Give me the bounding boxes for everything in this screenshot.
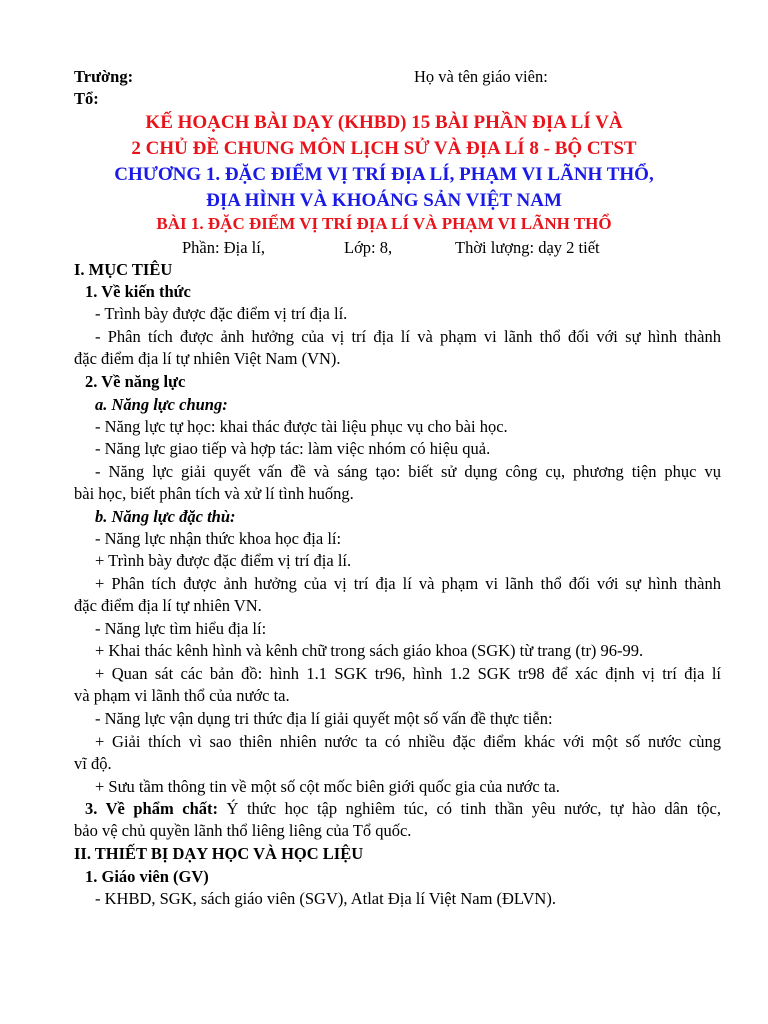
- subheading-quality: 3. Về phẩm chất:: [85, 799, 218, 818]
- specific-competence-item: + Phân tích được ảnh hưởng của vị trí địa lí và phạm vi lãnh thổ đối với sự hình thành: [95, 574, 721, 593]
- school-label: Trường:: [74, 67, 134, 86]
- meta-subject: Phần: Địa lí,: [182, 238, 265, 257]
- quality-text: Ý thức học tập nghiêm túc, có tinh thần yêu nước, tự hào dân tộc,: [218, 799, 721, 818]
- specific-competence-item-cont: đặc điểm địa lí tự nhiên VN.: [74, 596, 262, 615]
- specific-competence-item: + Trình bày được đặc điểm vị trí địa lí.: [95, 551, 352, 570]
- general-competence-item: - Năng lực giao tiếp và hợp tác: làm việc nhóm có hiệu quả.: [95, 439, 491, 458]
- meta-grade: Lớp: 8,: [344, 238, 393, 257]
- chapter-title-line2: ĐỊA HÌNH VÀ KHOÁNG SẢN VIỆT NAM: [206, 190, 562, 211]
- section-heading-objectives: I. MỤC TIÊU: [74, 260, 173, 279]
- section-heading-equipment: II. THIẾT BỊ DẠY HỌC VÀ HỌC LIỆU: [74, 844, 364, 863]
- plan-title-line2: 2 CHỦ ĐỀ CHUNG MÔN LỊCH SỬ VÀ ĐỊA LÍ 8 - BỘ CTST: [131, 138, 637, 159]
- specific-competence-item: + Sưu tầm thông tin về một số cột mốc biên giới quốc gia của nước ta.: [95, 777, 560, 796]
- quality-paragraph: [85, 798, 721, 820]
- specific-competence-item: - Năng lực tìm hiểu địa lí:: [95, 619, 267, 638]
- knowledge-item-cont: đặc điểm địa lí tự nhiên Việt Nam (VN).: [74, 349, 341, 368]
- specific-competence-item: - Năng lực vận dụng tri thức địa lí giải quyết một số vấn đề thực tiễn:: [95, 709, 553, 728]
- specific-competence-item: + Giải thích vì sao thiên nhiên nước ta có nhiều đặc điểm khác với một số nước cùng: [95, 732, 721, 751]
- quality-text-cont: bảo vệ chủ quyền lãnh thổ liêng liêng của Tổ quốc.: [74, 821, 412, 840]
- plan-title-line1: KẾ HOẠCH BÀI DẠY (KHBD) 15 BÀI PHẦN ĐỊA LÍ VÀ: [145, 112, 623, 133]
- specific-competence-item-cont: vĩ độ.: [74, 754, 112, 773]
- specific-competence-item: + Quan sát các bản đồ: hình 1.1 SGK tr96, hình 1.2 SGK tr98 để xác định vị trí địa lí: [95, 664, 721, 683]
- knowledge-item: - Trình bày được đặc điểm vị trí địa lí.: [95, 304, 348, 323]
- lesson-title: BÀI 1. ĐẶC ĐIỂM VỊ TRÍ ĐỊA LÍ VÀ PHẠM VI LÃNH THỔ: [156, 214, 612, 233]
- teacher-material-item: - KHBD, SGK, sách giáo viên (SGV), Atlat Địa lí Việt Nam (ĐLVN).: [95, 889, 556, 908]
- subheading-competence: 2. Về năng lực: [85, 372, 186, 391]
- chapter-title-line1: CHƯƠNG 1. ĐẶC ĐIỂM VỊ TRÍ ĐỊA LÍ, PHẠM VI LÃNH THỔ,: [114, 164, 654, 185]
- subheading-knowledge: 1. Về kiến thức: [85, 282, 191, 301]
- specific-competence-item: + Khai thác kênh hình và kênh chữ trong sách giáo khoa (SGK) từ trang (tr) 96-99.: [95, 641, 644, 660]
- teacher-name-label: Họ và tên giáo viên:: [414, 67, 548, 86]
- general-competence-item-cont: bài học, biết phân tích và xử lí tình huống.: [74, 484, 354, 503]
- subheading-teacher: 1. Giáo viên (GV): [85, 867, 209, 886]
- general-competence-item: - Năng lực giải quyết vấn đề và sáng tạo: biết sử dụng công cụ, phương tiện phục vụ: [95, 462, 721, 481]
- meta-duration: Thời lượng: dạy 2 tiết: [455, 238, 600, 257]
- group-label: Tổ:: [74, 89, 99, 108]
- knowledge-item: - Phân tích được ảnh hưởng của vị trí địa lí và phạm vi lãnh thổ đối với sự hình thành: [95, 327, 721, 346]
- subheading-general-competence: a. Năng lực chung:: [95, 395, 228, 414]
- specific-competence-item-cont: và phạm vi lãnh thổ của nước ta.: [74, 686, 290, 705]
- specific-competence-item: - Năng lực nhận thức khoa học địa lí:: [95, 529, 342, 548]
- general-competence-item: - Năng lực tự học: khai thác được tài liệu phục vụ cho bài học.: [95, 417, 508, 436]
- subheading-specific-competence: b. Năng lực đặc thù:: [95, 507, 236, 526]
